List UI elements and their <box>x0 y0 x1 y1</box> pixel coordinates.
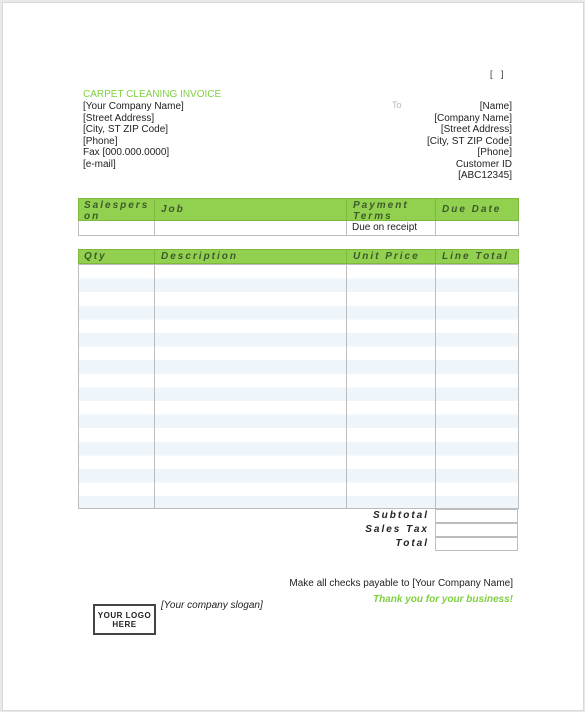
sales-tax-label: Sales Tax <box>365 524 429 535</box>
thank-you-note: Thank you for your business! <box>372 594 513 605</box>
unit-price-header: Unit Price <box>353 251 420 262</box>
recipient-phone: [Phone] <box>477 147 512 158</box>
terms-row-divider <box>154 221 155 235</box>
sender-phone: [Phone] <box>83 135 118 147</box>
sender-address-block <box>83 101 184 170</box>
terms-header-divider <box>154 199 155 220</box>
payment-terms-value: Due on receipt <box>352 222 418 233</box>
items-table-header <box>78 249 519 264</box>
due-date-header: Due Date <box>442 204 502 215</box>
sender-fax: Fax [000.000.0000] <box>83 147 170 158</box>
total-value-box <box>435 537 518 551</box>
logo-line-1: YOUR LOGO <box>97 610 152 620</box>
items-header-divider <box>435 250 436 263</box>
items-column-divider <box>154 265 155 508</box>
logo-line-2: HERE <box>112 619 137 629</box>
recipient-city: [City, ST ZIP Code] <box>426 135 512 147</box>
subtotal-value-box <box>435 509 518 523</box>
description-header: Description <box>161 251 239 262</box>
recipient-company: [Company Name] <box>434 112 512 124</box>
terms-table-row <box>78 221 519 236</box>
items-header-divider <box>154 250 155 263</box>
terms-row-divider <box>435 221 436 235</box>
qty-header: Qty <box>84 251 107 262</box>
subtotal-label: Subtotal <box>373 510 429 521</box>
line-total-header: Line Total <box>442 251 509 262</box>
recipient-name: [Name] <box>479 101 512 112</box>
to-label: To <box>392 100 402 110</box>
sender-email: [e-mail] <box>83 158 116 170</box>
customer-id-label: Customer ID <box>455 158 512 170</box>
salesperson-header: Salesperson <box>84 200 150 222</box>
items-header-divider <box>346 250 347 263</box>
sender-city: [City, ST ZIP Code] <box>83 124 169 135</box>
job-header: Job <box>161 204 185 215</box>
invoice-title: CARPET CLEANING INVOICE <box>83 89 222 100</box>
recipient-street: [Street Address] <box>440 124 512 135</box>
items-column-divider <box>435 265 436 508</box>
sender-company: [Your Company Name] <box>83 101 184 112</box>
terms-header-divider <box>346 199 347 220</box>
company-slogan: [Your company slogan] <box>161 600 263 611</box>
items-table-body <box>78 264 519 509</box>
payment-terms-header: Payment Terms <box>353 200 409 222</box>
terms-row-divider <box>346 221 347 235</box>
recipient-address-block <box>427 101 512 182</box>
invoice-page <box>2 2 584 711</box>
corner-mark: [ ] <box>490 69 507 79</box>
sales-tax-value-box <box>435 523 518 537</box>
payable-note: Make all checks payable to [Your Company Name] <box>289 578 513 589</box>
sender-street: [Street Address] <box>83 112 155 124</box>
logo-placeholder <box>93 604 156 635</box>
total-label: Total <box>395 538 429 549</box>
terms-table-header <box>78 198 519 221</box>
terms-header-divider <box>435 199 436 220</box>
items-column-divider <box>346 265 347 508</box>
customer-id: [ABC12345] <box>458 170 512 181</box>
